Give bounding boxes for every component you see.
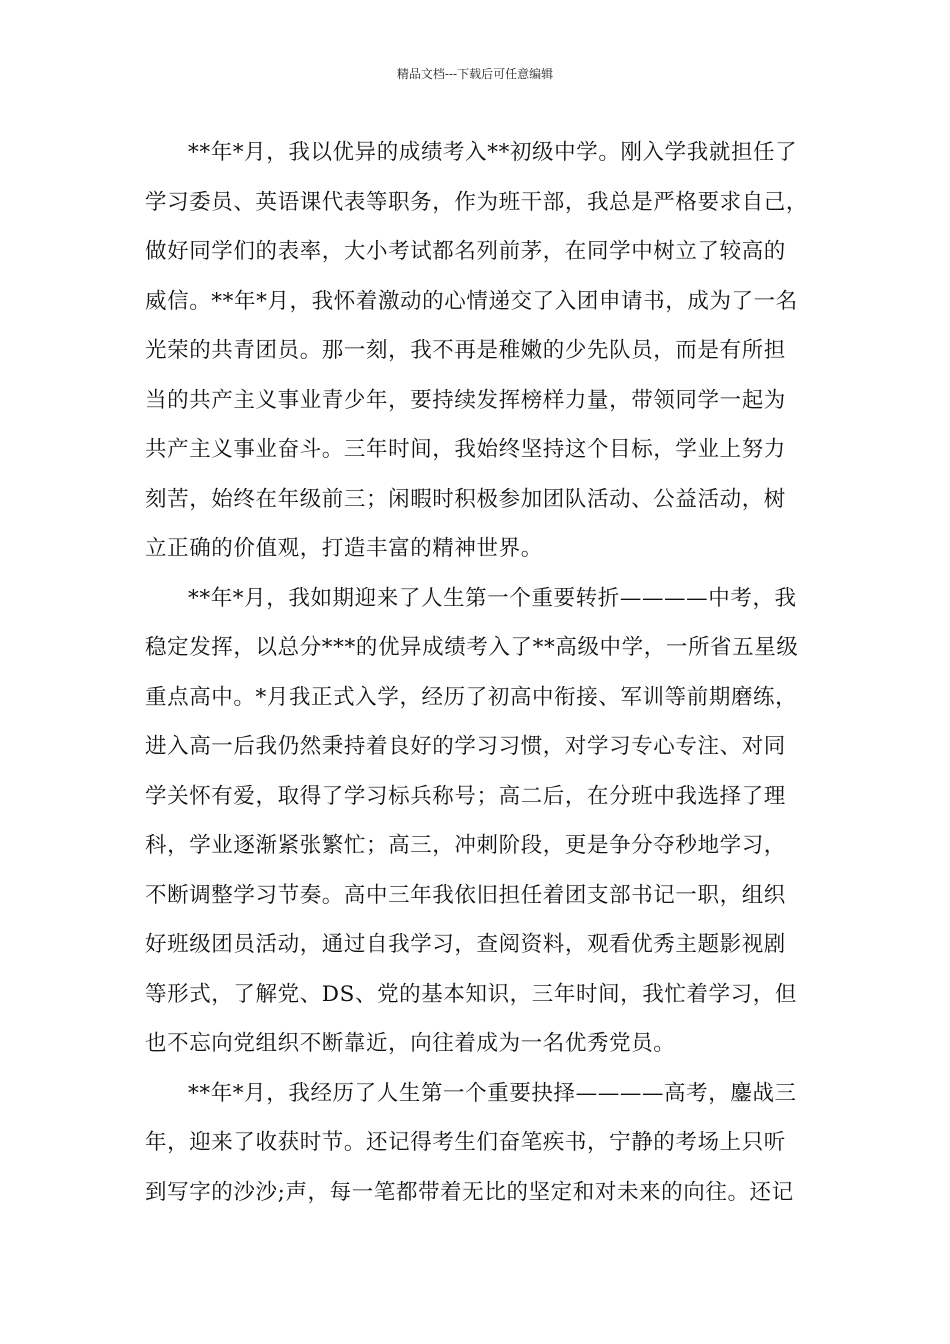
text-line: 稳定发挥，以总分***的优异成绩考入了**高级中学，一所省五星级 (145, 635, 799, 660)
text-line: 立正确的价值观，打造丰富的精神世界。 (145, 536, 543, 561)
text-line: 也不忘向党组织不断靠近，向往着成为一名优秀党员。 (145, 1031, 676, 1056)
text-line: 等形式，了解党、DS、党的基本知识，三年时间，我忙着学习，但 (145, 981, 797, 1007)
text-line: 共产主义事业奋斗。三年时间，我始终坚持这个目标，学业上努力 (145, 437, 786, 462)
text-line: 做好同学们的表率，大小考试都名列前茅，在同学中树立了较高的 (145, 239, 786, 264)
text-line: 光荣的共青团员。那一刻，我不再是稚嫩的少先队员，而是有所担 (145, 338, 786, 363)
text-line: 学关怀有爱，取得了学习标兵称号；高二后，在分班中我选择了理 (145, 783, 786, 809)
text-line: 刻苦，始终在年级前三；闲暇时积极参加团队活动、公益活动，树 (145, 486, 786, 512)
text-line: 重点高中。*月我正式入学，经历了初高中衔接、军训等前期磨练， (145, 684, 798, 710)
text-line: 好班级团员活动，通过自我学习，查阅资料，观看优秀主题影视剧 (145, 932, 786, 957)
document-body (145, 128, 817, 1217)
text-line: **年*月，我以优异的成绩考入**初级中学。刚入学我就担任了 (188, 140, 798, 165)
text-line: **年*月，我如期迎来了人生第一个重要转折————中考，我 (188, 585, 797, 611)
text-line: 到写字的沙沙;声，每一笔都带着无比的坚定和对未来的向往。还记 (145, 1179, 794, 1205)
page-header: 精品文档---下载后可任意编辑 (396, 67, 554, 81)
text-line: 进入高一后我仍然秉持着良好的学习习惯，对学习专心专注、对同 (145, 734, 786, 759)
text-line: 当的共产主义事业青少年，要持续发挥榜样力量，带领同学一起为 (145, 387, 786, 413)
text-line: **年*月，我经历了人生第一个重要抉择————高考，鏖战三 (188, 1080, 797, 1106)
text-line: 科，学业逐渐紧张繁忙；高三，冲刺阶段，更是争分夺秒地学习， (145, 833, 786, 858)
text-line: 年，迎来了收获时节。还记得考生们奋笔疾书，宁静的考场上只听 (145, 1130, 786, 1155)
text-line: 学习委员、英语课代表等职务，作为班干部，我总是严格要求自己， (145, 189, 809, 215)
text-line: 不断调整学习节奏。高中三年我依旧担任着团支部书记一职，组织 (145, 882, 786, 908)
text-line: 威信。**年*月，我怀着激动的心情递交了入团申请书，成为了一名 (145, 288, 798, 314)
